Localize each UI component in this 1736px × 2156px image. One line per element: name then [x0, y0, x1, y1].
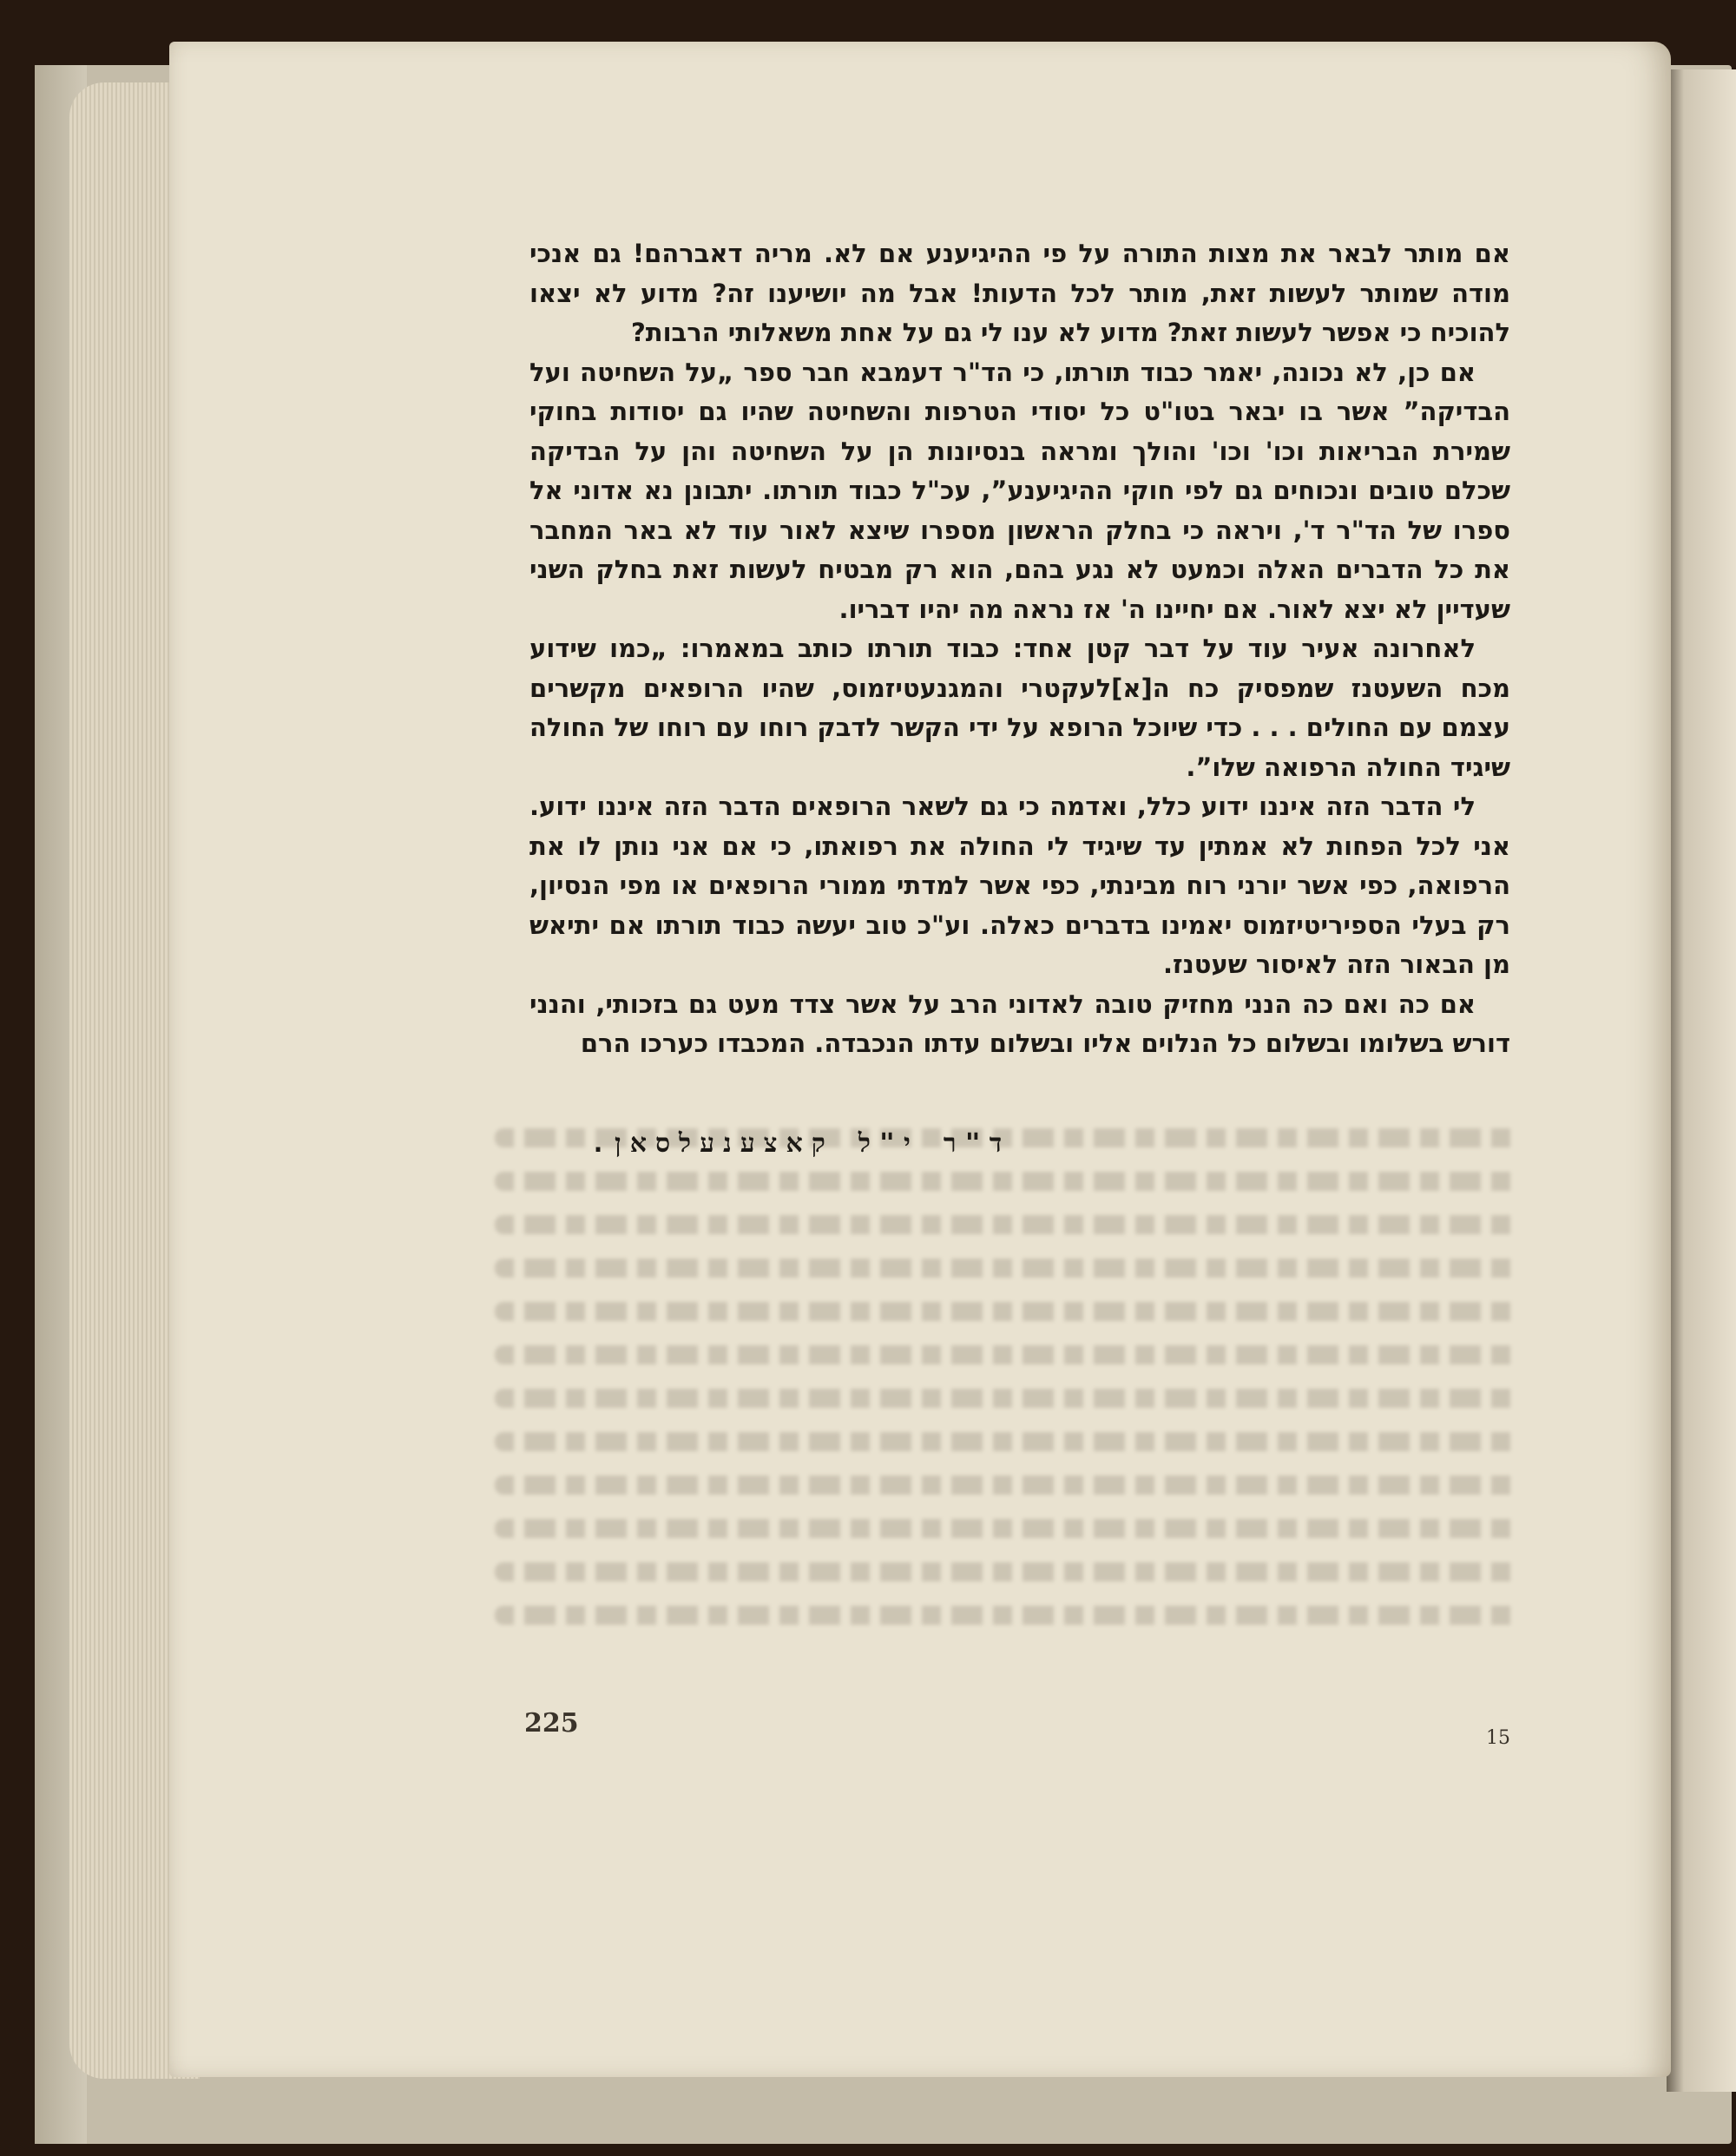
paragraph-1: אם מותר לבאר את מצות התורה על פי ההיגיענע אם לא. מריה דאברהם! גם אנכי מודה שמותר לעשות זאת, מותר לכל הדעות! אבל מה יושיענו זה? מדוע לא יצאו להוכיח כי אפשר לעשות זאת? מדוע לא ענו לי גם על אחת משאלותי הרבות? — [529, 239, 1510, 347]
page-number-secondary: 15 — [1486, 1727, 1510, 1749]
page-number-primary: 225 — [524, 1708, 579, 1739]
paragraph-4: לי הדבר הזה איננו ידוע כלל, ואדמה כי גם לשאר הרופאים הדבר הזה איננו ידוע. אני לכל הפחות לא אמתין עד שיגיד לי החולה את רפואתו, כי אם אני נותן לו את הרפואה, כפי אשר יורני רוח מבינתי, כפי אשר למדתי ממורי הרופאים או מפי הנסיון, רק בעלי הספיריטיזמוס יאמינו בדברים כאלה. וע"כ טוב יעשה כבוד תורתו אם יתיאש מן הבאור הזה לאיסור שעטנז. — [529, 792, 1510, 979]
paragraph-2: אם כן, לא נכונה, יאמר כבוד תורתו, כי הד"ר דעמבא חבר ספר „על השחיטה ועל הבדיקה” אשר בו יבאר בטו"ט כל יסודי הטרפות והשחיטה שהיו גם יסודות בחוקי שמירת הבריאות וכו' וכו' והולך ומראה בנסיונות הן על השחיטה והן על הבדיקה שכלם טובים ונכוחים גם לפי חוקי ההיגיענע”, עכ"ל כבוד תורתו. יתבונן נא אדוני אל ספרו של הד"ר ד', ויראה כי בחלק הראשון מספרו שיצא לאור עוד לא באר המחבר את כל הדברים האלה וכמעט לא נגע בהם, הוא רק מבטיח לעשות זאת בחלק השני שעדיין לא יצא לאור. אם יחיינו ה' אז נראה מה יהיו דבריו. — [529, 357, 1510, 624]
paragraph-3: לאחרונה אעיר עוד על דבר קטן אחד: כבוד תורתו כותב במאמרו: „כמו שידוע מכח השעטנז שמפסיק כח ה[א]לעקטרי והמגנעטיזמוס, שהיו הרופאים מקשרים עצמם עם החולים . . . כדי שיוכל הרופא על ידי הקשר לדבק רוחו עם רוחו של החולה שיגיד החולה הרפואה שלו”. — [529, 634, 1510, 782]
right-page-fragment — [1667, 69, 1736, 2092]
body-text — [529, 234, 1510, 1064]
signature: ד"ר י"ל קאצענעלסאן. — [590, 1128, 1011, 1159]
paragraph-5: אם כה ואם כה הנני מחזיק טובה לאדוני הרב על אשר צדד מעט גם בזכותי, והנני דורש בשלומו ובשלום כל הנלוים אליו ובשלום עדתו הנכבדה. המכבדו כערכו הרם — [529, 989, 1510, 1058]
